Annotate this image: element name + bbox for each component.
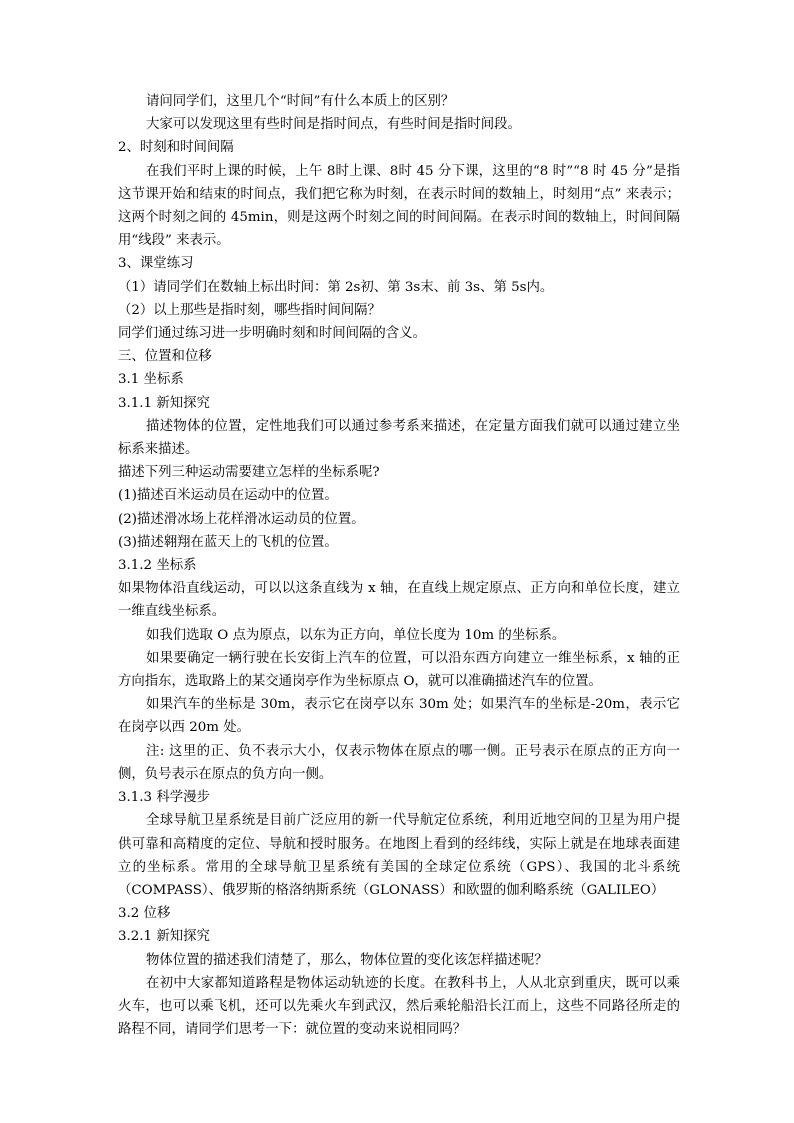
paragraph: 在我们平时上课的时候，上午 8时上课、8时 45 分下课，这里的“8 时”“8 时 45 分”是指这节课开始和结束的时间点，我们把它称为时刻，在表示时间的数轴上，时刻用“点” 来表示；这两个时刻之间的 45min，则是这两个时刻之间的时间间隔。在表示时间的数轴上，时间间隔用“线段” 来表示。 xyxy=(118,163,680,249)
section-heading: 3.2 位移 xyxy=(118,906,171,922)
section-heading: 三、位置和位移 xyxy=(118,349,212,365)
section-heading: 3.1 坐标系 xyxy=(118,372,184,388)
paragraph: (2)描述滑冰场上花样滑冰运动员的位置。 xyxy=(118,511,365,527)
paragraph: 如果物体沿直线运动，可以以这条直线为 x 轴，在直线上规定原点、正方向和单位长度，建立一维直线坐标系。 xyxy=(118,581,680,620)
paragraph: 全球导航卫星系统是目前广泛应用的新一代导航定位系统，利用近地空间的卫星为用户提供可靠和高精度的定位、导航和授时服务。在地图上看到的经纬线，实际上就是在地球表面建立的坐标系。常用的全球导航卫星系统有美国的全球定位系统（GPS）、我国的北斗系统（COMPASS）、俄罗斯的格洛纳斯系统（GLONASS）和欧盟的伽利略系统（GALILEO） xyxy=(118,813,680,898)
section-heading: 3.1.3 科学漫步 xyxy=(118,790,210,806)
paragraph: 同学们通过练习进一步明确时刻和时间间隔的含义。 xyxy=(118,326,426,342)
paragraph: 大家可以发现这里有些时间是指时间点，有些时间是指时间段。 xyxy=(146,117,521,133)
paragraph: （1）请同学们在数轴上标出时间：第 2s初、第 3s末、前 3s、第 5s内。 xyxy=(118,279,554,295)
paragraph: 描述物体的位置，定性地我们可以通过参考系来描述，在定量方面我们就可以通过建立坐标系来描述。 xyxy=(118,418,680,458)
section-heading: 3、课堂练习 xyxy=(118,256,194,272)
document-body xyxy=(118,90,680,1041)
paragraph: （2）以上那些是指时刻，哪些指时间间隔？ xyxy=(118,302,381,318)
section-heading: 3.2.1 新知探究 xyxy=(118,929,210,945)
paragraph: 物体位置的描述我们清楚了，那么，物体位置的变化该怎样描述呢？ xyxy=(146,952,548,968)
paragraph: 如果要确定一辆行驶在长安街上汽车的位置，可以沿东西方向建立一维坐标系，x 轴的正方向指东，选取路上的某交通岗亭作为坐标原点 O，就可以准确描述汽车的位置。 xyxy=(118,650,680,690)
paragraph: 描述下列三种运动需要建立怎样的坐标系呢? xyxy=(118,465,380,481)
section-heading: 2、时刻和时间间隔 xyxy=(118,140,234,156)
section-heading: 3.1.2 坐标系 xyxy=(118,558,197,574)
paragraph: 请问同学们，这里几个“时间”有什么本质上的区别？ xyxy=(146,94,455,109)
paragraph: 如我们选取 O 点为原点，以东为正方向，单位长度为 10m 的坐标系。 xyxy=(146,627,566,643)
paragraph: 注: 这里的正、负不表示大小，仅表示物体在原点的哪一侧。正号表示在原点的正方向一侧，负号表示在原点的负方向一侧。 xyxy=(118,743,680,782)
paragraph: 如果汽车的坐标是 30m，表示它在岗亭以东 30m 处；如果汽车的坐标是-20m，表示它在岗亭以西 20m 处。 xyxy=(118,697,680,736)
paragraph: (1)描述百米运动员在运动中的位置。 xyxy=(118,488,338,504)
paragraph: 在初中大家都知道路程是物体运动轨迹的长度。在教科书上，人从北京到重庆，既可以乘火车，也可以乘飞机，还可以先乘火车到武汉，然后乘轮船沿长江而上，这些不同路径所走的路程不同，请同学们思考一下：就位置的变动来说相同吗？ xyxy=(118,975,680,1038)
paragraph: (3)描述翱翔在蓝天上的飞机的位置。 xyxy=(118,534,338,550)
section-heading: 3.1.1 新知探究 xyxy=(118,395,210,411)
